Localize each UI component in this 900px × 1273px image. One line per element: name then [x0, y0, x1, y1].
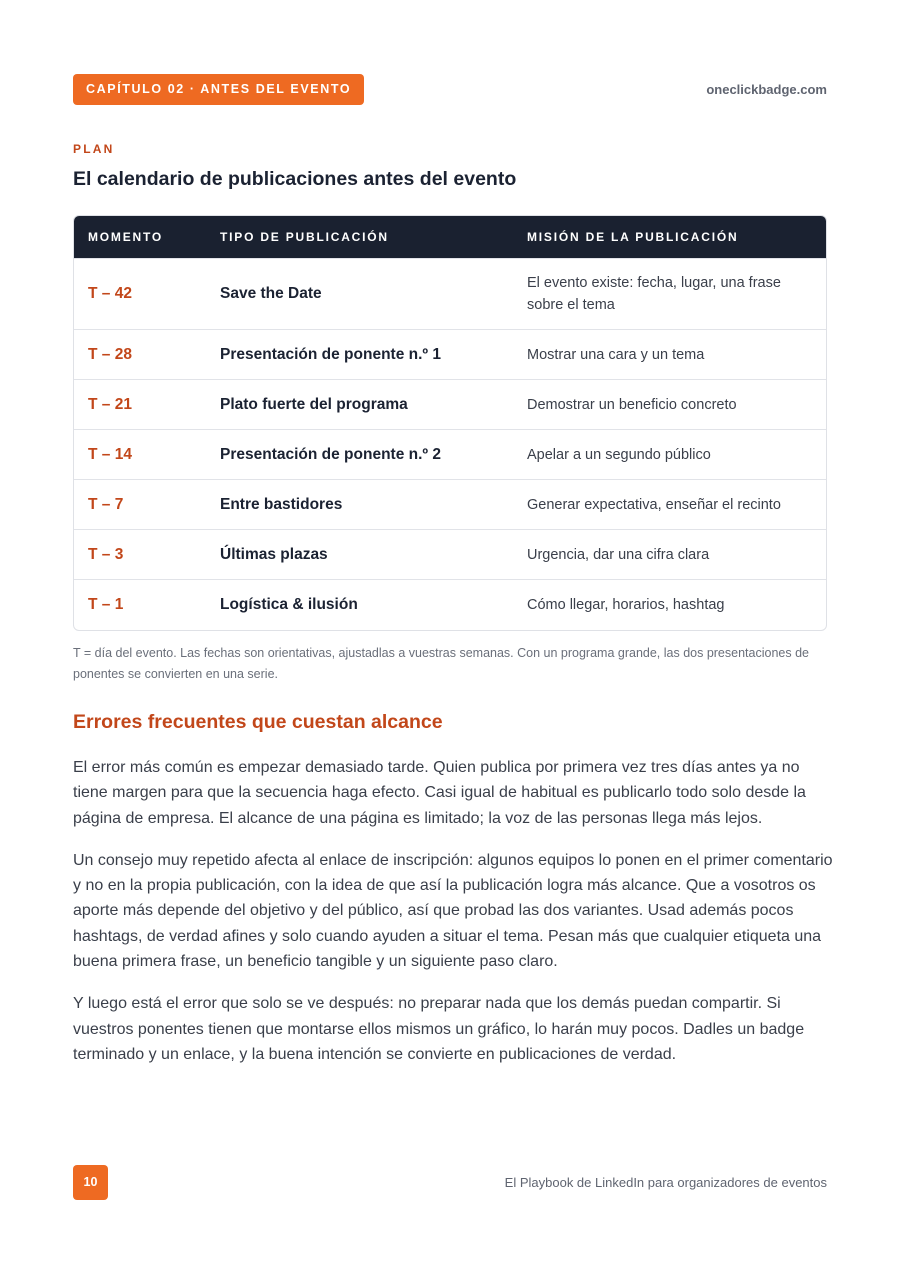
book-title: El Playbook de LinkedIn para organizadores de eventos — [504, 1175, 827, 1190]
table-row — [74, 330, 826, 380]
section-eyebrow: PLAN — [73, 142, 115, 156]
cell-type: Save the Date — [206, 259, 513, 330]
cell-type: Entre bastidores — [206, 480, 513, 530]
cell-type: Últimas plazas — [206, 530, 513, 580]
column-header-type: TIPO DE PUBLICACIÓN — [206, 216, 513, 259]
cell-mission: El evento existe: fecha, lugar, una frase sobre el tema — [513, 259, 826, 330]
table-row — [74, 380, 826, 430]
cell-mission: Apelar a un segundo público — [513, 430, 826, 480]
cell-mission: Demostrar un beneficio concreto — [513, 380, 826, 430]
table-row — [74, 259, 826, 330]
cell-moment: T – 1 — [74, 580, 206, 630]
column-header-mission: MISIÓN DE LA PUBLICACIÓN — [513, 216, 826, 259]
table-row — [74, 530, 826, 580]
paragraph: El error más común es empezar demasiado tarde. Quien publica por primera vez tres días antes ya no tiene margen para que la secuencia haga efecto. Casi igual de habitual es publicarlo todo solo desde la página de empresa. El alcance de una página es limitado; la voz de las personas llega más lejos. — [73, 759, 806, 827]
table-row — [74, 430, 826, 480]
site-name: oneclickbadge.com — [706, 82, 827, 97]
cell-moment: T – 21 — [74, 380, 206, 430]
errors-body — [73, 755, 833, 1084]
schedule-table — [73, 215, 827, 631]
cell-mission: Mostrar una cara y un tema — [513, 330, 826, 380]
section-title: El calendario de publicaciones antes del evento — [73, 168, 517, 190]
cell-mission: Cómo llegar, horarios, hashtag — [513, 580, 826, 630]
cell-moment: T – 7 — [74, 480, 206, 530]
cell-moment: T – 3 — [74, 530, 206, 580]
cell-mission: Urgencia, dar una cifra clara — [513, 530, 826, 580]
page-header — [73, 74, 827, 105]
page-number: 10 — [73, 1165, 108, 1200]
cell-moment: T – 42 — [74, 259, 206, 330]
cell-moment: T – 28 — [74, 330, 206, 380]
errors-heading: Errores frecuentes que cuestan alcance — [73, 711, 443, 733]
cell-type: Logística & ilusión — [206, 580, 513, 630]
cell-mission: Generar expectativa, enseñar el recinto — [513, 480, 826, 530]
cell-type: Plato fuerte del programa — [206, 380, 513, 430]
table-row — [74, 480, 826, 530]
column-header-moment: MOMENTO — [74, 216, 206, 259]
table-row — [74, 580, 826, 630]
cell-moment: T – 14 — [74, 430, 206, 480]
cell-type: Presentación de ponente n.º 1 — [206, 330, 513, 380]
page-footer — [73, 1165, 827, 1200]
cell-type: Presentación de ponente n.º 2 — [206, 430, 513, 480]
chapter-badge: CAPÍTULO 02 · ANTES DEL EVENTO — [73, 74, 364, 105]
paragraph: Y luego está el error que solo se ve después: no preparar nada que los demás puedan compartir. Si vuestros ponentes tienen que montarse ellos mismos un gráfico, lo harán muy pocos. Dadles un badge terminado y un enlace, y la buena intención se convierte en publicaciones de verdad. — [73, 995, 805, 1063]
paragraph: Un consejo muy repetido afecta al enlace de inscripción: algunos equipos lo ponen en el primer comentario y no en la propia publicación, con la idea de que así la publicación logra más alcance. Que a vosotros os aporte más depende del objetivo y del público, así que probad las dos variantes. Usad además pocos hashtags, de verdad afines y solo cuando ayuden a situar el tema. Pesan más que cualquier etiqueta una buena primera frase, un beneficio tangible y un siguiente paso claro. — [73, 851, 833, 971]
table-header-row — [74, 216, 826, 259]
table-note: T = día del evento. Las fechas son orientativas, ajustadlas a vuestras semanas. Con un programa grande, las dos presentaciones de ponentes se convierten en una serie. — [73, 646, 809, 681]
